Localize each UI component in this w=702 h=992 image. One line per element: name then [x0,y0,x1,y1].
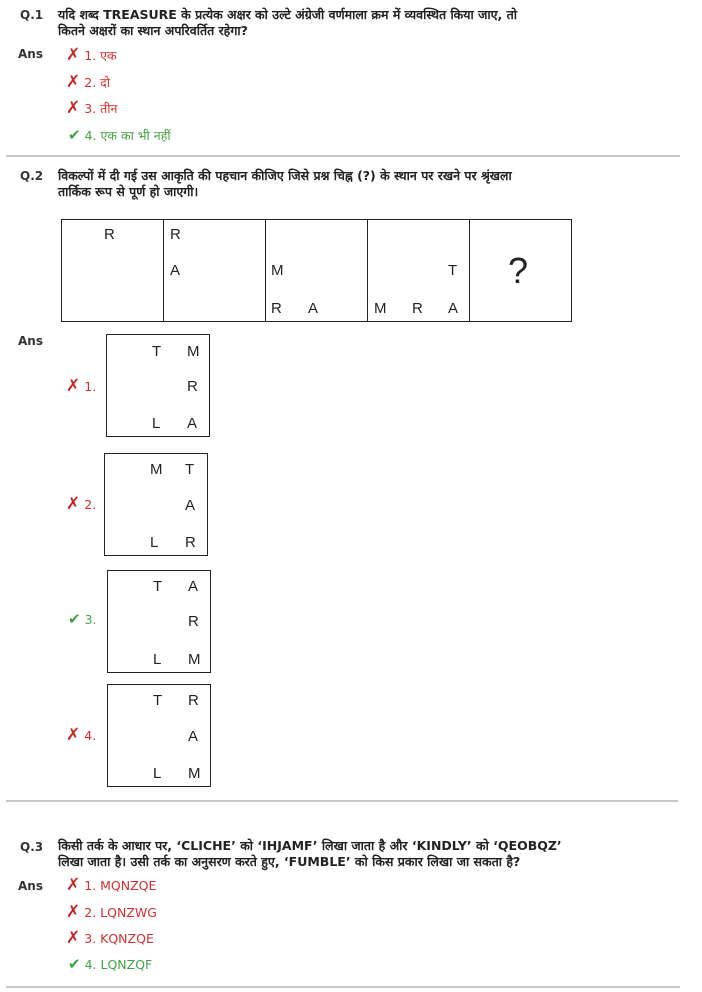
q3-option-3[interactable] [66,930,154,947]
figure-letter: M [271,262,284,279]
q3-option-1-label: 1. MQNZQE [84,878,157,893]
figure-letter: L [153,765,162,782]
figure-letter: R [170,226,181,243]
checkmark-icon: ✔ [68,126,81,144]
figure-letter: A [187,415,198,432]
cross-icon: ✗ [66,45,81,65]
figure-letter: T [152,343,162,360]
figure-letter: T [153,578,163,595]
figure-letter: R [412,300,423,317]
q1-option-1-label: 1. एक [84,48,117,63]
q1-label: Q.1 [20,8,44,22]
q3-label: Q.3 [20,840,44,854]
q2-option-3-figure[interactable] [107,570,211,673]
q3-text-line2: लिखा जाता है। उसी तर्क का अनुसरण करते हुए, ‘FUMBLE’ को किस प्रकार लिखा जा सकता है? [58,854,521,869]
q2-text-line2: तार्किक रूप से पूर्ण हो जाएगी। [58,184,199,199]
q3-option-4[interactable] [68,957,152,972]
q1-option-1[interactable] [66,47,117,64]
figure-letter: R [188,613,199,630]
figure-letter: L [153,651,162,668]
q2-option-4-figure[interactable] [107,684,211,787]
q2-option-1-label: 1. [84,379,97,394]
section-divider [6,986,680,988]
cross-icon: ✗ [66,928,81,948]
q2-question-text [58,168,678,200]
figure-letter: M [150,461,163,478]
figure-letter: A [188,578,199,595]
q1-option-4[interactable] [68,127,171,144]
q1-option-2-label: 2. दो [84,75,111,90]
figure-letter: R [187,378,198,395]
figure-letter: L [152,415,161,432]
q1-option-3-label: 3. तीन [84,101,118,116]
figure-letter: M [188,651,201,668]
q3-option-4-label: 4. LQNZQF [84,957,153,972]
section-divider [6,800,678,802]
q3-text-line1: किसी तर्क के आधार पर, ‘CLICHE’ को ‘IHJAMF’ लिखा जाता है और ‘KINDLY’ को ‘QEOBQZ’ [58,838,562,853]
figure-letter: L [150,534,159,551]
q1-option-3[interactable] [66,100,117,117]
q2-option-4[interactable] [66,727,96,744]
figure-letter: T [185,461,195,478]
q1-option-4-label: 4. एक का भी नहीं [84,128,171,143]
q2-option-4-label: 4. [84,728,97,743]
q3-option-1[interactable] [66,877,156,894]
cross-icon: ✗ [66,725,81,745]
q1-text-line2: कितने अक्षरों का स्थान अपरिवर्तित रहेगा? [58,23,248,38]
figure-letter: M [374,300,387,317]
figure-letter: A [170,262,181,279]
q3-option-2[interactable] [66,904,157,921]
q1-option-2[interactable] [66,74,110,91]
figure-letter: M [187,343,200,360]
figure-letter: A [448,300,459,317]
figure-letter: R [271,300,282,317]
figure-letter: T [448,262,458,279]
q2-option-1[interactable] [66,378,96,395]
q3-option-3-label: 3. KQNZQE [84,931,154,946]
figure-letter: M [188,765,201,782]
figure-letter: T [153,692,163,709]
cross-icon: ✗ [66,875,81,895]
q3-option-2-label: 2. LQNZWG [84,905,157,920]
figure-letter: R [185,534,196,551]
q2-ans-label: Ans [18,334,43,348]
q2-option-1-figure[interactable] [106,334,210,437]
q2-text-line1: विकल्पों में दी गई उस आकृति की पहचान कीजिए जिसे प्रश्न चिह्न (?) के स्थान पर रखने पर श्रृंखला [58,168,512,183]
figure-letter: R [188,692,199,709]
question-figure-series [61,219,572,322]
q2-option-3[interactable] [68,612,97,627]
q1-question-text [58,7,678,39]
cross-icon: ✗ [66,376,81,396]
section-divider [6,155,680,157]
figure-cell-3 [266,220,368,321]
figure-letter: R [104,226,115,243]
cross-icon: ✗ [66,902,81,922]
q2-label: Q.2 [20,169,44,183]
checkmark-icon: ✔ [68,955,81,973]
figure-cell-1 [62,220,164,321]
q2-option-2[interactable] [66,496,96,513]
q2-option-2-figure[interactable] [104,453,208,556]
q1-ans-label: Ans [18,47,43,61]
q1-text-line1: यदि शब्द TREASURE के प्रत्येक अक्षर को उल्टे अंग्रेजी वर्णमाला क्रम में व्यवस्थित किया जाए, तो [58,7,518,22]
cross-icon: ✗ [66,72,81,92]
q2-option-2-label: 2. [84,497,97,512]
figure-letter: A [308,300,319,317]
question-mark: ? [508,250,529,291]
figure-cell-5 [470,220,571,321]
q3-question-text [58,838,688,870]
figure-letter: A [188,728,199,745]
figure-cell-2 [164,220,266,321]
q3-ans-label: Ans [18,879,43,893]
checkmark-icon: ✔ [68,610,81,628]
figure-letter: A [185,497,196,514]
cross-icon: ✗ [66,98,81,118]
figure-cell-4 [368,220,470,321]
q2-option-3-label: 3. [84,612,97,627]
cross-icon: ✗ [66,494,81,514]
